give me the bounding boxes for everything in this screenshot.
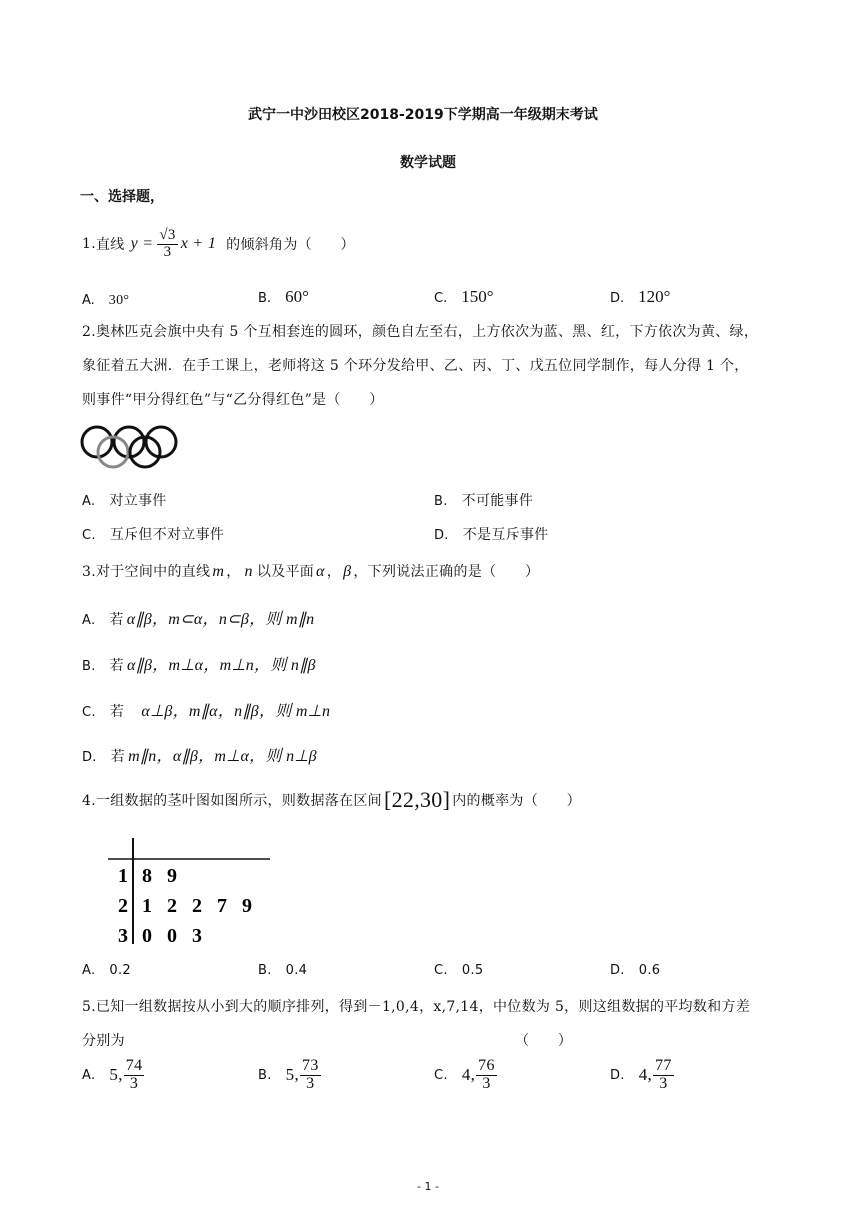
q1-eq-y: y = [130,235,154,253]
option-label: D. [82,750,97,765]
option-whole: 5, [109,1065,123,1085]
fraction-denominator: 3 [129,1074,139,1092]
q1-fraction [157,228,177,261]
q4-option-b[interactable] [258,962,307,978]
q5-option-b[interactable] [258,1058,322,1093]
fraction-numerator: 76 [478,1057,495,1074]
option-label: B. [258,291,272,306]
q4-interval: [22,30] [383,787,451,812]
option-fraction [300,1058,321,1093]
q4-stem-before: 4.一组数据的茎叶图如图所示，则数据落在区间 [82,793,382,809]
q2-line-1: 2.奥林匹克会旗中央有 5 个互相套连的圆环，颜色自左至右，上方依次为蓝、黑、红，下方依次为黄、绿， [82,324,759,340]
q3-option-c[interactable] [82,698,330,721]
leaf-value: 2 [167,895,177,917]
question-5-paren: （ ） [515,1033,573,1049]
option-value: 150° [461,287,494,306]
option-fraction [476,1058,497,1093]
section-heading: 一、选择题， [80,189,164,205]
option-label: A. [82,494,96,509]
q2-option-c[interactable] [82,524,224,544]
stemleaf-values [118,865,252,947]
fraction-numerator: 74 [125,1057,143,1074]
option-label: C. [82,705,96,720]
option-prefix: 若 [109,704,139,720]
option-math: α⊥β，m∥α，n∥β，则 m⊥n [141,703,331,720]
q3-mid: 以及平面 [256,564,315,580]
q3-sep1: ， [226,564,241,580]
stem-value: 3 [118,925,128,947]
q2-option-a[interactable] [82,490,167,510]
question-4-stem [82,787,581,813]
option-value: 互斥但不对立事件 [109,527,225,543]
q5-option-a[interactable] [82,1058,145,1093]
q1-eq-rest: x + 1 [180,235,217,253]
option-label: D. [610,963,625,978]
q5-option-d[interactable] [610,1058,675,1093]
q2-option-d[interactable] [434,524,549,544]
option-label: B. [258,963,272,978]
option-label: A. [82,963,96,978]
option-value: 0.5 [461,963,484,978]
question-5-line-2: 分别为 [82,1033,125,1049]
question-1-stem [82,228,355,261]
q1-stem-before: 直线 [95,237,125,254]
option-prefix: 若 [109,612,124,628]
q4-stem-after: 内的概率为（ ） [452,793,581,809]
option-label: C. [434,1067,448,1083]
q3-option-b[interactable] [82,652,316,675]
q3-alpha: α [316,563,325,580]
question-5-line-1: 5.已知一组数据按从小到大的顺序排列，得到－1,0,4，x,7,14，中位数为 5，则这组数据的平均数和方差 [82,999,751,1015]
page-number: - 1 - [417,1180,439,1193]
option-value: 0.2 [109,963,131,978]
stem-value: 1 [118,865,128,887]
leaf-value: 3 [192,925,202,947]
option-label: D. [610,1067,625,1083]
option-value: 不是互斥事件 [462,527,549,543]
option-whole: 5, [285,1065,300,1085]
option-label: A. [82,293,95,308]
q2-line-3: 则事件“甲分得红色”与“乙分得红色”是（ ） [82,392,384,408]
option-prefix: 若 [109,658,124,674]
q3-beta: β [343,563,352,580]
leaf-value: 2 [192,895,202,917]
option-whole: 4, [461,1065,476,1085]
option-label: C. [434,291,448,306]
option-label: C. [82,528,96,543]
option-math: m∥n，α∥β，m⊥α，则 n⊥β [128,748,317,765]
leaf-value: 0 [167,925,177,947]
leaf-value: 9 [167,865,177,887]
option-label: D. [610,291,625,306]
option-value: 不可能事件 [461,493,534,509]
option-prefix: 若 [110,749,126,765]
q4-option-c[interactable] [434,962,483,978]
option-math: α∥β，m⊂α，n⊂β，则 m∥n [126,611,315,628]
q3-option-a[interactable] [82,606,314,629]
option-math: α∥β，m⊥α，m⊥n，则 n∥β [126,657,316,674]
q1-option-d[interactable] [610,287,670,307]
q1-option-a[interactable] [82,289,129,309]
q1-frac-den: 3 [163,243,172,260]
q1-stem-after: 的倾斜角为（ ） [226,237,355,254]
fraction-numerator: 77 [655,1057,672,1074]
option-fraction [653,1058,674,1093]
stem-value: 2 [118,895,128,917]
option-label: A. [82,613,96,628]
q3-end: ，下列说法正确的是（ ） [353,564,540,580]
leaf-value: 8 [142,865,152,887]
leaf-value: 9 [242,895,252,917]
q2-line-2: 象征着五大洲．在手工课上，老师将这 5 个环分发给甲、乙、丙、丁、戊五位同学制作，每人分得 1 个， [82,358,749,374]
q3-m: m [212,563,225,580]
q2-option-b[interactable] [434,490,533,510]
option-label: B. [258,1067,272,1083]
option-value: 对立事件 [109,493,167,509]
leaf-value: 0 [142,925,152,947]
q5-option-c[interactable] [434,1058,498,1093]
leaf-value: 7 [217,895,227,917]
q1-option-b[interactable] [258,287,309,307]
option-value: 120° [638,287,671,306]
stem-and-leaf-plot [104,832,274,947]
q1-number: 1. [82,236,96,253]
fraction-denominator: 3 [306,1074,315,1092]
option-value: 0.4 [285,963,308,978]
option-label: A. [82,1067,96,1083]
option-value: 60° [285,287,309,306]
exam-subtitle: 数学试题 [400,155,456,171]
olympic-rings-figure [80,425,178,469]
fraction-denominator: 3 [482,1074,491,1092]
option-value: 0.6 [638,963,661,978]
q3-sep2: ， [326,564,342,580]
fraction-denominator: 3 [659,1074,668,1092]
fraction-numerator: 73 [302,1057,319,1074]
q3-stem: 3.对于空间中的直线 [82,564,211,580]
q4-option-a[interactable] [82,962,131,978]
option-whole: 4, [638,1065,653,1085]
option-fraction [124,1058,145,1093]
q1-frac-num: √3 [159,227,176,243]
option-label: B. [82,659,96,674]
leaf-value: 1 [142,895,152,917]
option-label: C. [434,963,448,978]
option-label: B. [434,494,448,509]
question-2-stem [82,315,758,417]
q1-option-c[interactable] [434,287,494,307]
q3-n: n [244,563,253,580]
option-value: 30° [108,293,130,308]
question-3-stem [82,561,539,581]
q4-option-d[interactable] [610,962,660,978]
option-label: D. [434,528,449,543]
exam-title: 武宁一中沙田校区2018-2019下学期高一年级期末考试 [248,107,598,123]
q3-option-d[interactable] [82,743,317,766]
